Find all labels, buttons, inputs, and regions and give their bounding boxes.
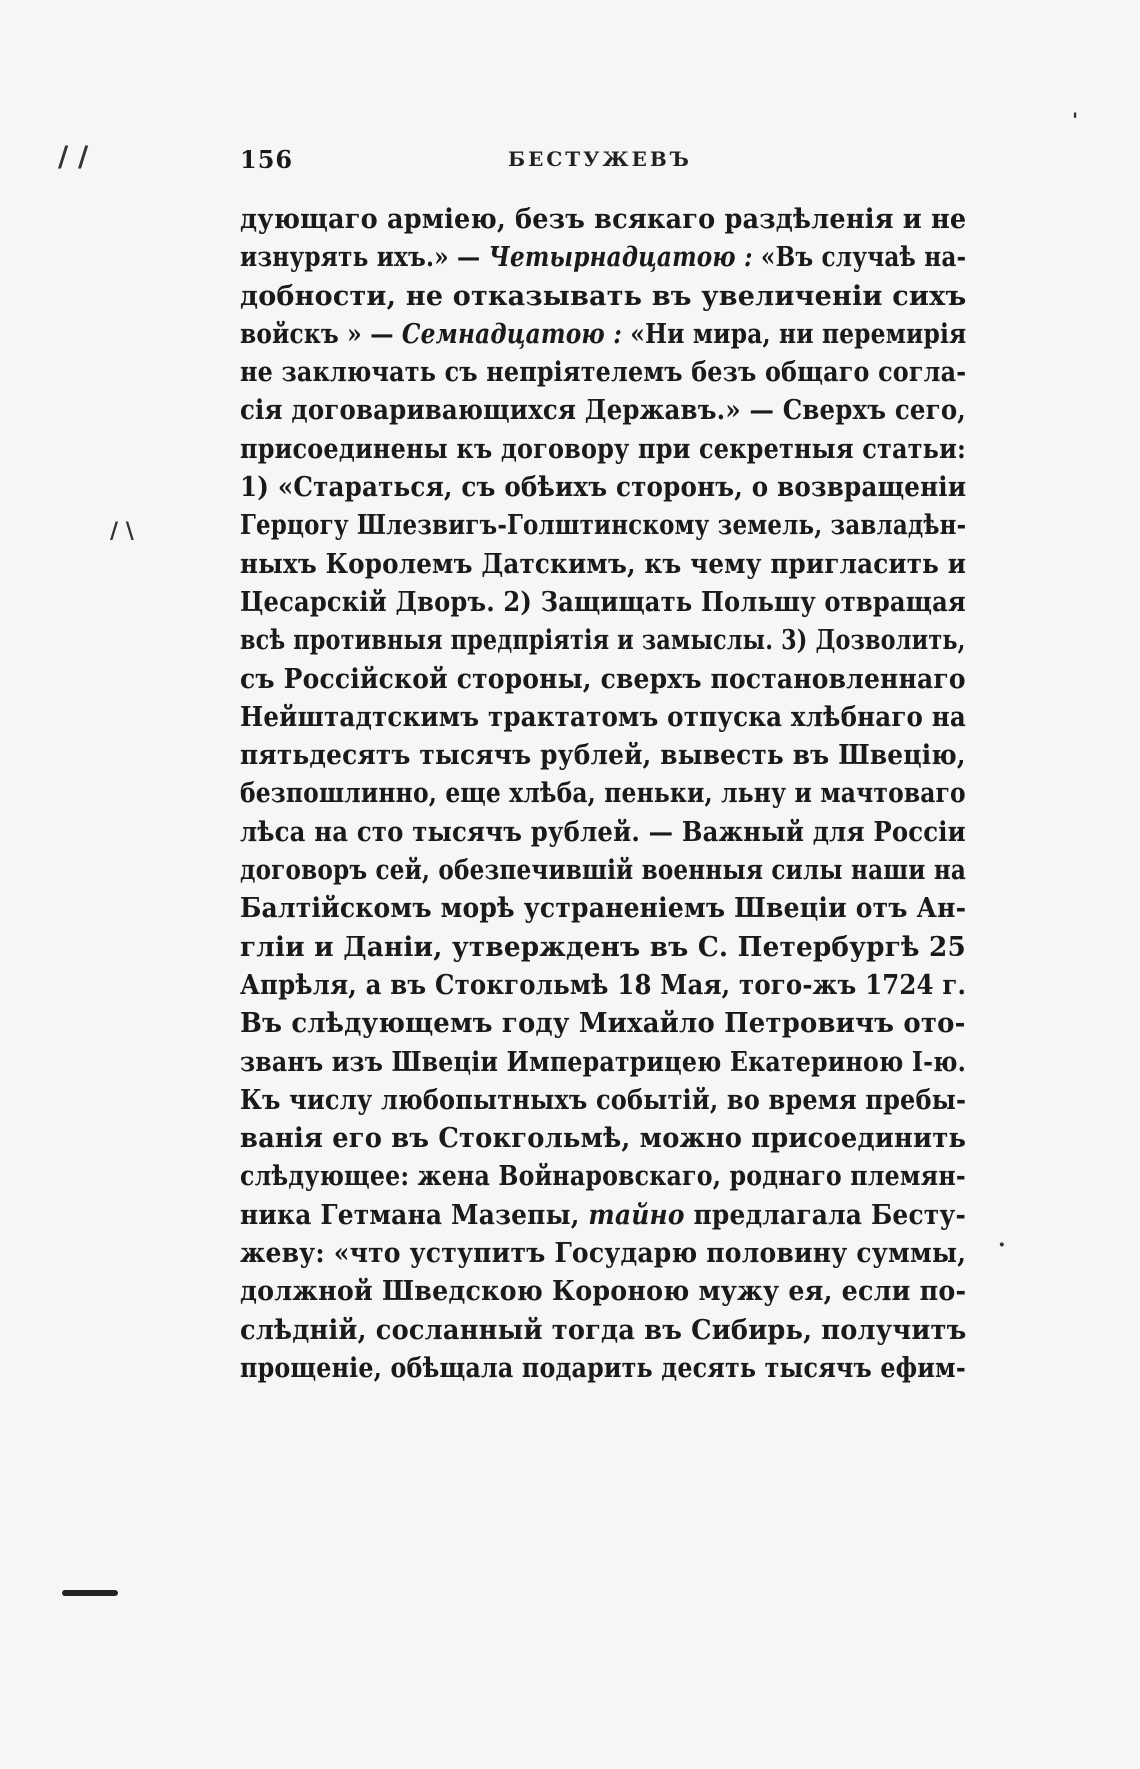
text-line — [240, 1043, 966, 1081]
text-line — [240, 545, 967, 583]
body-text — [240, 200, 966, 1387]
text-segment: Герцогу Шлезвигъ-Голштинскому земель, завладѣн- — [240, 509, 967, 542]
text-segment: Нейштадтскимъ трактатомъ отпуска хлѣбнаго на — [240, 700, 966, 733]
text-segment: 1) «Стараться, съ обѣихъ сторонъ, о возвращеніи — [240, 471, 967, 504]
text-segment: «Ни мира, ни перемирія — [621, 317, 967, 350]
text-line — [240, 277, 967, 315]
text-segment: Апрѣля, а въ Стокгольмѣ 18 Мая, того-жъ 1724 г. — [240, 968, 967, 1001]
text-line — [240, 1004, 966, 1042]
margin-mark-right-top: ' — [1072, 108, 1079, 132]
text-segment: ванія его въ Стокгольмѣ, можно присоединить — [240, 1122, 967, 1155]
text-line — [240, 391, 966, 429]
text-line — [240, 698, 966, 736]
text-line — [240, 736, 966, 774]
text-segment: сія договаривающихся Державъ.» — Сверхъ сего, — [240, 394, 966, 427]
text-segment: лѣса на сто тысячъ рублей. — Важный для Россіи — [240, 815, 966, 848]
text-segment: дующаго арміею, безъ всякаго раздѣленія и не — [240, 203, 967, 235]
text-segment: «Въ случаѣ на- — [752, 241, 967, 274]
text-segment: войскъ » — — [240, 317, 402, 350]
text-line — [240, 1157, 966, 1195]
text-segment: пятьдесятъ тысячъ рублей, вывесть въ Швецію, — [240, 739, 966, 772]
text-segment: добности, не отказывать въ увеличеніи сихъ — [240, 279, 967, 312]
text-segment: слѣдующее: жена Войнаровскаго, роднаго племян- — [240, 1160, 966, 1193]
text-segment: Къ числу любопытныхъ событій, во время пребы- — [240, 1083, 967, 1116]
text-segment: званъ изъ Швеціи Императрицею Екатериною I-ю. — [240, 1045, 966, 1078]
margin-dash — [62, 1590, 118, 1596]
text-segment: съ Россійской стороны, сверхъ постановленнаго — [240, 662, 966, 695]
text-line — [240, 315, 967, 353]
text-line — [240, 851, 967, 889]
text-segment: жеву: «что уступитъ Государю половину суммы, — [240, 1237, 967, 1270]
text-segment: прощеніе, обѣщала подарить десять тысячъ ефим- — [240, 1351, 966, 1384]
text-line — [240, 1234, 967, 1272]
text-line — [240, 966, 967, 1004]
margin-mark-left-top: / / — [58, 140, 89, 173]
text-line — [240, 928, 966, 966]
text-segment: должной Шведскою Короною мужу ея, если по- — [240, 1275, 967, 1308]
text-segment: Въ слѣдующемъ году Михайло Петровичъ ото- — [240, 1007, 966, 1040]
italic-text: Четырнадцатою : — [488, 241, 753, 274]
text-line — [240, 506, 967, 544]
page-number: 156 — [240, 145, 294, 174]
text-line — [240, 238, 967, 276]
italic-text: Семнадцатою : — [401, 317, 622, 350]
text-segment: предлагала Бесту- — [684, 1198, 967, 1231]
text-segment: Балтійскомъ морѣ устраненіемъ Швеціи отъ Ан- — [240, 892, 967, 925]
text-segment: присоединены къ договору при секретныя статьи: — [240, 432, 967, 465]
text-segment: Цесарскій Дворъ. 2) Защищать Польшу отвращая — [240, 585, 966, 618]
text-segment: ника Гетмана Мазепы, — [240, 1198, 589, 1231]
text-segment: изнурять ихъ.» — — [240, 241, 489, 274]
text-line — [240, 1349, 966, 1387]
text-line — [240, 430, 967, 468]
text-line — [240, 353, 967, 391]
text-line — [240, 813, 966, 851]
text-segment: слѣдній, сосланный тогда въ Сибирь, получитъ — [240, 1313, 967, 1346]
text-line — [240, 1196, 967, 1234]
text-line — [240, 1081, 967, 1119]
text-segment: безпошлинно, еще хлѣба, пеньки, льну и мачтоваго — [240, 777, 966, 810]
margin-mark-right-mid: · — [998, 1232, 1006, 1258]
text-line — [240, 200, 967, 238]
italic-text: тайно — [588, 1198, 685, 1231]
text-line — [240, 774, 966, 812]
text-segment: не заключать съ непріятелемъ безъ общаго согла- — [240, 356, 967, 389]
text-line — [240, 621, 966, 659]
margin-mark-left-mid: / \ — [110, 518, 134, 544]
text-line — [240, 583, 966, 621]
text-line — [240, 660, 966, 698]
text-segment: ныхъ Королемъ Датскимъ, къ чему пригласить и — [240, 547, 967, 580]
text-line — [240, 1311, 967, 1349]
text-segment: всѣ противныя предпріятія и замыслы. 3) Дозволить, — [240, 624, 966, 657]
text-line — [240, 889, 967, 927]
text-line — [240, 468, 967, 506]
text-segment: гліи и Даніи, утвержденъ въ С. Петербургѣ 25 — [240, 930, 966, 963]
running-head: БЕСТУЖЕВЪ — [508, 147, 692, 171]
page-header — [240, 145, 960, 185]
text-line — [240, 1119, 967, 1157]
text-segment: договоръ сей, обезпечившій военныя силы наши на — [240, 854, 967, 887]
text-line — [240, 1272, 967, 1310]
